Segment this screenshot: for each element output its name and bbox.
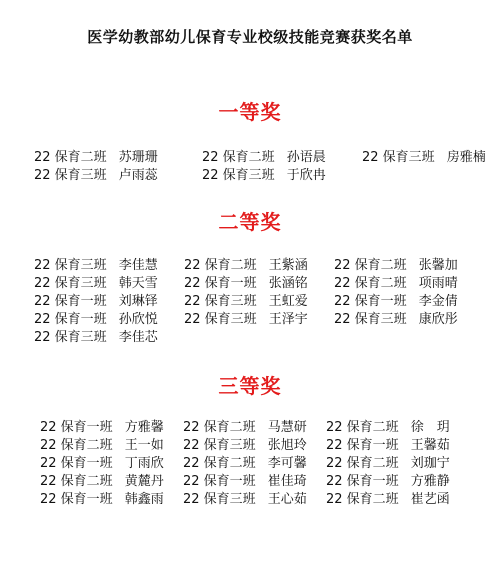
third-prize-list [40,420,466,508]
winner-entry [40,492,183,508]
winner-name: 孙语晨 [286,150,326,165]
winner-name: 康欣彤 [418,312,458,327]
winner-entry [184,276,334,292]
winner-name: 王一如 [124,438,164,453]
winner-name: 孙欣悦 [118,312,158,327]
winner-class: 22 保育三班 [183,438,256,453]
winner-entry [184,294,334,310]
winner-class: 22 保育三班 [34,168,107,183]
winner-entry [326,492,466,508]
winner-name: 于欣冉 [286,168,326,183]
winner-name: 苏珊珊 [118,150,158,165]
winner-entry [34,168,202,184]
winner-entry [183,420,326,436]
winner-name: 刘琳铎 [118,294,158,309]
winner-entry [34,312,184,328]
winner-class: 22 保育二班 [40,474,113,489]
winner-entry [334,276,464,292]
winner-entry [34,150,202,166]
winner-name: 李金倩 [418,294,458,309]
winner-entry [34,294,184,310]
winner-name: 李佳慧 [118,258,158,273]
winner-class: 22 保育三班 [34,330,107,345]
winner-name: 丁雨欣 [124,456,164,471]
winner-entry [34,258,184,274]
winner-name: 王泽宇 [268,312,308,327]
winner-entry [334,312,464,328]
first-prize-list [34,150,486,184]
winner-name: 崔佳琦 [267,474,307,489]
first-prize-heading: 一等奖 [218,100,282,124]
winner-entry [184,312,334,328]
winner-name: 张馨加 [418,258,458,273]
winner-entry [34,276,184,292]
winner-name: 徐 玥 [410,420,450,435]
winner-entry [183,492,326,508]
winner-class: 22 保育一班 [184,276,257,291]
winner-entry [362,150,486,166]
winner-class: 22 保育一班 [183,474,256,489]
winner-name: 王虹爱 [268,294,308,309]
winner-name: 王紫涵 [268,258,308,273]
winner-name: 项雨晴 [418,276,458,291]
winner-class: 22 保育二班 [40,438,113,453]
winner-class: 22 保育二班 [183,456,256,471]
winner-class: 22 保育一班 [40,456,113,471]
winner-class: 22 保育一班 [40,492,113,507]
winner-class: 22 保育二班 [326,420,399,435]
winner-name: 刘珈宁 [410,456,450,471]
winner-name: 李佳芯 [118,330,158,345]
winner-entry [40,420,183,436]
winner-class: 22 保育二班 [334,258,407,273]
winner-name: 崔艺函 [410,492,450,507]
winner-name: 张涵铭 [268,276,308,291]
winner-entry [334,294,464,310]
winner-entry [184,258,334,274]
winner-name: 王心茹 [267,492,307,507]
winner-class: 22 保育三班 [34,276,107,291]
winner-name: 韩鑫雨 [124,492,164,507]
winner-entry [326,420,466,436]
winner-class: 22 保育一班 [326,438,399,453]
winner-name: 张旭玲 [267,438,307,453]
winner-class: 22 保育三班 [183,492,256,507]
winner-entry [40,456,183,472]
third-prize-heading: 三等奖 [218,374,282,398]
winner-class: 22 保育一班 [34,294,107,309]
winner-name: 卢雨蕊 [118,168,158,183]
winner-entry [40,438,183,454]
winner-class: 22 保育三班 [202,168,275,183]
winner-class: 22 保育二班 [34,150,107,165]
winner-entry [34,330,184,346]
winner-class: 22 保育三班 [34,258,107,273]
winner-class: 22 保育一班 [34,312,107,327]
winner-name: 房雅楠 [446,150,486,165]
winner-class: 22 保育二班 [202,150,275,165]
winner-entry [202,168,362,184]
winner-entry [334,258,464,274]
winner-name: 方雅静 [410,474,450,489]
winner-class: 22 保育一班 [40,420,113,435]
winner-class: 22 保育二班 [183,420,256,435]
winner-class: 22 保育二班 [326,456,399,471]
winner-entry [326,456,466,472]
winner-class: 22 保育一班 [326,474,399,489]
winner-class: 22 保育二班 [334,276,407,291]
winner-name: 李可馨 [267,456,307,471]
winner-entry [183,438,326,454]
winner-name: 王馨茹 [410,438,450,453]
winner-name: 方雅馨 [124,420,164,435]
winner-class: 22 保育三班 [184,294,257,309]
winner-name: 马慧研 [267,420,307,435]
winner-class: 22 保育二班 [184,258,257,273]
second-prize-heading: 二等奖 [218,210,282,234]
winner-entry [202,150,362,166]
winner-entry [326,474,466,490]
winner-class: 22 保育一班 [334,294,407,309]
winner-class: 22 保育三班 [362,150,435,165]
winner-class: 22 保育二班 [326,492,399,507]
winner-name: 韩天雪 [118,276,158,291]
winner-entry [183,474,326,490]
winner-class: 22 保育三班 [184,312,257,327]
winner-class: 22 保育三班 [334,312,407,327]
winner-entry [40,474,183,490]
second-prize-list [34,258,464,346]
winner-entry [183,456,326,472]
winner-entry [326,438,466,454]
document-title: 医学幼教部幼儿保育专业校级技能竞赛获奖名单 [87,28,413,46]
winner-name: 黄麓丹 [124,474,164,489]
